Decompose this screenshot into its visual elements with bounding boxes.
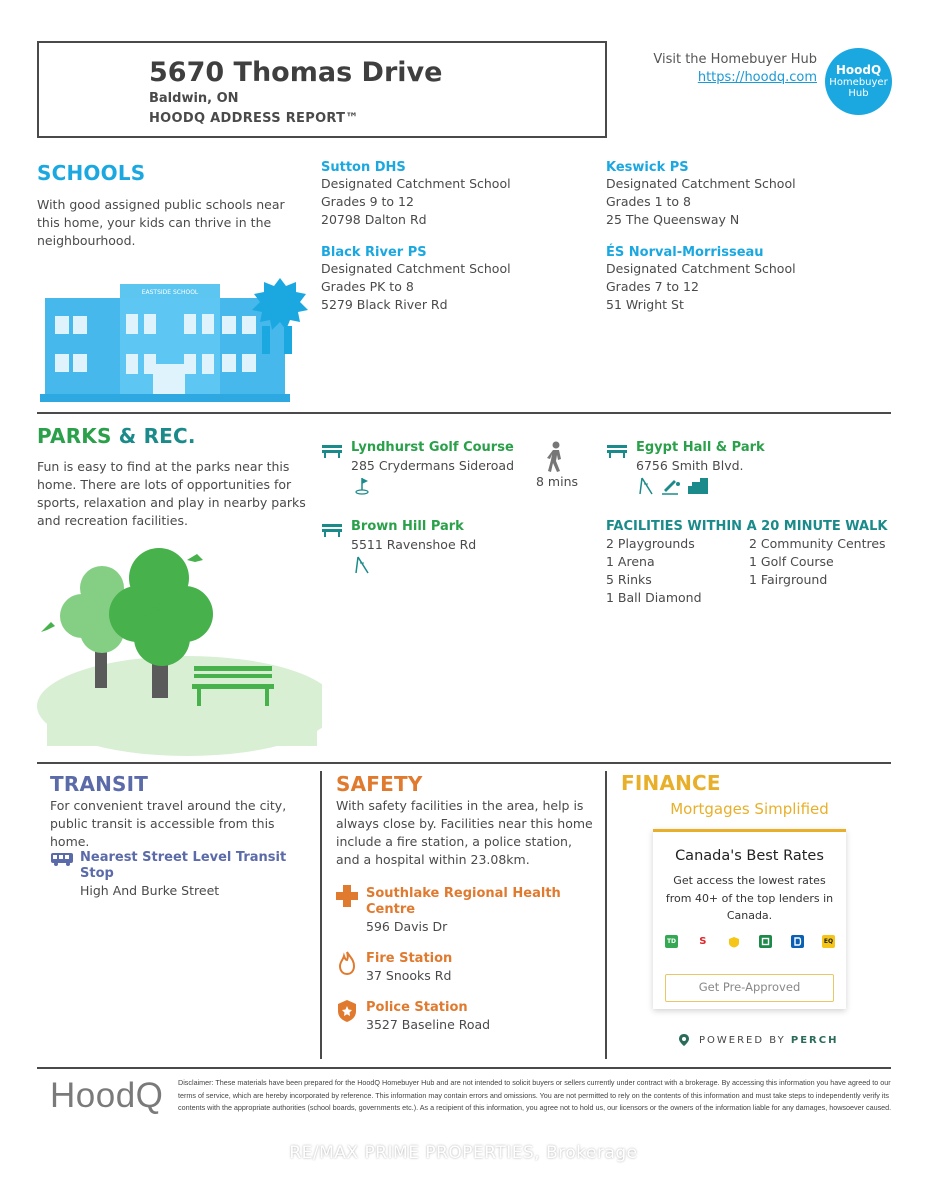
get-pre-approved-button[interactable]: Get Pre-Approved	[665, 974, 834, 1002]
police-badge-icon	[337, 999, 357, 1023]
lender-logos	[665, 935, 835, 948]
section-divider	[37, 412, 891, 414]
school-card	[606, 160, 876, 229]
facilities-list-right	[749, 535, 886, 589]
safety-item-address: 3527 Baseline Road	[366, 1017, 491, 1032]
school-card	[606, 245, 876, 314]
facility-item: 5 Rinks	[606, 572, 652, 587]
lender-blue-icon	[791, 935, 804, 948]
facility-item: 1 Fairground	[749, 572, 828, 587]
park-address: 6756 Smith Blvd.	[636, 458, 744, 473]
address-title: 5670 Thomas Drive	[149, 57, 443, 88]
school-sign-text: EASTSIDE SCHOOL	[141, 289, 199, 296]
park-bench-icon	[321, 443, 343, 459]
parks-heading-a: PARKS	[37, 424, 112, 448]
school-grades: Grades 1 to 8	[606, 194, 691, 209]
finance-subtitle: Mortgages Simplified	[670, 800, 829, 818]
park-facility-icons	[638, 476, 714, 496]
facilities-list-left	[606, 535, 702, 607]
facility-item: 2 Community Centres	[749, 536, 886, 551]
safety-item-address: 596 Davis Dr	[366, 919, 448, 934]
section-divider	[37, 762, 891, 764]
school-type: Designated Catchment School	[606, 176, 796, 191]
school-address: 5279 Black River Rd	[321, 297, 448, 312]
safety-item-name[interactable]: Police Station	[366, 1000, 468, 1015]
park-name[interactable]: Egypt Hall & Park	[636, 440, 765, 455]
transit-stop-address: High And Burke Street	[80, 883, 220, 898]
park-bench-icon	[321, 522, 343, 538]
disclaimer-text: Disclaimer: These materials have been prepared for the HoodQ Homebuyer Hub and are not intended to solicit buyers or sellers currently under contract with a brokerage. By accessing this information you have agreed to our terms of service, which are hereby incorporated by reference. This information may contain errors and omissions. You are not permitted to rely on the contents of this information and must take steps to independently verify its contents with the appropriate authorities (school boards, governments etc.). As a recipient of this information, you agree not to hold us, our licensors or the owners of the information liable for any damages, howsoever caused.	[178, 1078, 892, 1112]
school-name[interactable]: Keswick PS	[606, 160, 689, 175]
school-name[interactable]: Sutton DHS	[321, 160, 406, 175]
bus-icon	[50, 851, 74, 867]
transit-description: For convenient travel around the city, public transit is accessible from this home.	[50, 798, 287, 849]
safety-description: With safety facilities in the area, help is always close by. Facilities near this home include a fire station, a police station, and a hospital within 23.08km.	[336, 798, 593, 867]
hub-logo-line1: HoodQ	[835, 63, 882, 77]
rates-card-title: Canada's Best Rates	[675, 848, 824, 864]
hub-link[interactable]: https://hoodq.com	[697, 70, 817, 85]
parks-description: Fun is easy to find at the parks near this home. There are lots of opportunities for sports, relaxation and play in nearby parks and recreation facilities.	[37, 459, 306, 528]
park-name[interactable]: Brown Hill Park	[351, 519, 464, 534]
community-centre-icon	[688, 478, 708, 494]
facility-item: 1 Ball Diamond	[606, 590, 702, 605]
facility-item: 1 Golf Course	[749, 554, 834, 569]
powered-by-label: POWERED BY	[699, 1035, 786, 1046]
rink-icon	[662, 480, 680, 494]
golf-icon	[354, 476, 372, 496]
parks-heading	[37, 424, 196, 448]
homebuyer-hub-logo[interactable]	[825, 48, 892, 115]
hospital-cross-icon	[336, 885, 358, 907]
rates-card-description: Get access the lowest rates from 40+ of the top lenders in Canada.	[665, 874, 834, 922]
park-bench-icon	[606, 443, 628, 459]
eq-bank-icon: EQ	[822, 935, 835, 948]
school-type: Designated Catchment School	[321, 261, 511, 276]
address-box	[37, 41, 607, 138]
walk-time: 8 mins	[536, 474, 579, 489]
hub-visit-text: Visit the Homebuyer Hub	[653, 52, 817, 67]
facility-item: 2 Playgrounds	[606, 536, 695, 551]
perch-brand: PERCH	[790, 1035, 839, 1046]
school-address: 20798 Dalton Rd	[321, 212, 427, 227]
powered-by-perch[interactable]	[699, 1035, 838, 1046]
facility-item: 1 Arena	[606, 554, 655, 569]
safety-item-name[interactable]: Fire Station	[366, 951, 453, 966]
facilities-heading: FACILITIES WITHIN A 20 MINUTE WALK	[606, 519, 888, 534]
school-grades: Grades 7 to 12	[606, 279, 699, 294]
school-name[interactable]: Black River PS	[321, 245, 427, 260]
safety-heading: SAFETY	[336, 772, 423, 796]
school-name[interactable]: ÉS Norval-Morrisseau	[606, 245, 764, 260]
bmo-shield-icon	[728, 935, 741, 948]
address-city: Baldwin, ON	[149, 91, 239, 106]
brokerage-watermark: RE/MAX PRIME PROPERTIES, Brokerage	[289, 1143, 638, 1163]
scotiabank-icon: S	[696, 935, 709, 948]
school-address: 51 Wright St	[606, 297, 684, 312]
park-address: 5511 Ravenshoe Rd	[351, 537, 477, 552]
transit-stop-title[interactable]: Nearest Street Level Transit Stop	[80, 850, 287, 881]
school-building-illustration	[40, 276, 310, 406]
td-bank-icon: TD	[665, 935, 678, 948]
schools-heading: SCHOOLS	[37, 161, 146, 185]
hub-logo-line2: Homebuyer Hub	[829, 77, 888, 99]
location-pin-icon	[678, 1033, 690, 1047]
school-grades: Grades PK to 8	[321, 279, 414, 294]
fire-flame-icon	[338, 951, 356, 975]
playground-icon	[354, 555, 372, 575]
schools-description: With good assigned public schools near this home, your kids can thrive in the neighbourhood.	[37, 197, 285, 248]
parks-heading-b: & REC.	[118, 424, 196, 448]
park-trees-illustration	[37, 546, 322, 756]
hoodq-logo: HoodQ	[50, 1076, 164, 1115]
playground-icon	[640, 478, 652, 494]
park-address: 285 Crydermans Sideroad	[351, 458, 515, 473]
school-card	[321, 245, 591, 314]
column-divider	[320, 771, 322, 1059]
school-card	[321, 160, 591, 229]
school-grades: Grades 9 to 12	[321, 194, 414, 209]
park-name[interactable]: Lyndhurst Golf Course	[351, 440, 514, 455]
rates-card	[653, 829, 846, 1009]
section-divider	[37, 1067, 891, 1069]
safety-item-address: 37 Snooks Rd	[366, 968, 452, 983]
school-type: Designated Catchment School	[606, 261, 796, 276]
report-label: HOODQ ADDRESS REPORT™	[149, 111, 359, 126]
lender-green-icon	[759, 935, 772, 948]
column-divider	[605, 771, 607, 1059]
school-address: 25 The Queensway N	[606, 212, 740, 227]
school-type: Designated Catchment School	[321, 176, 511, 191]
safety-item-name[interactable]: Southlake Regional Health Centre	[366, 886, 561, 917]
transit-heading: TRANSIT	[50, 772, 149, 796]
finance-heading: FINANCE	[621, 771, 721, 795]
walking-person-icon	[545, 441, 567, 473]
